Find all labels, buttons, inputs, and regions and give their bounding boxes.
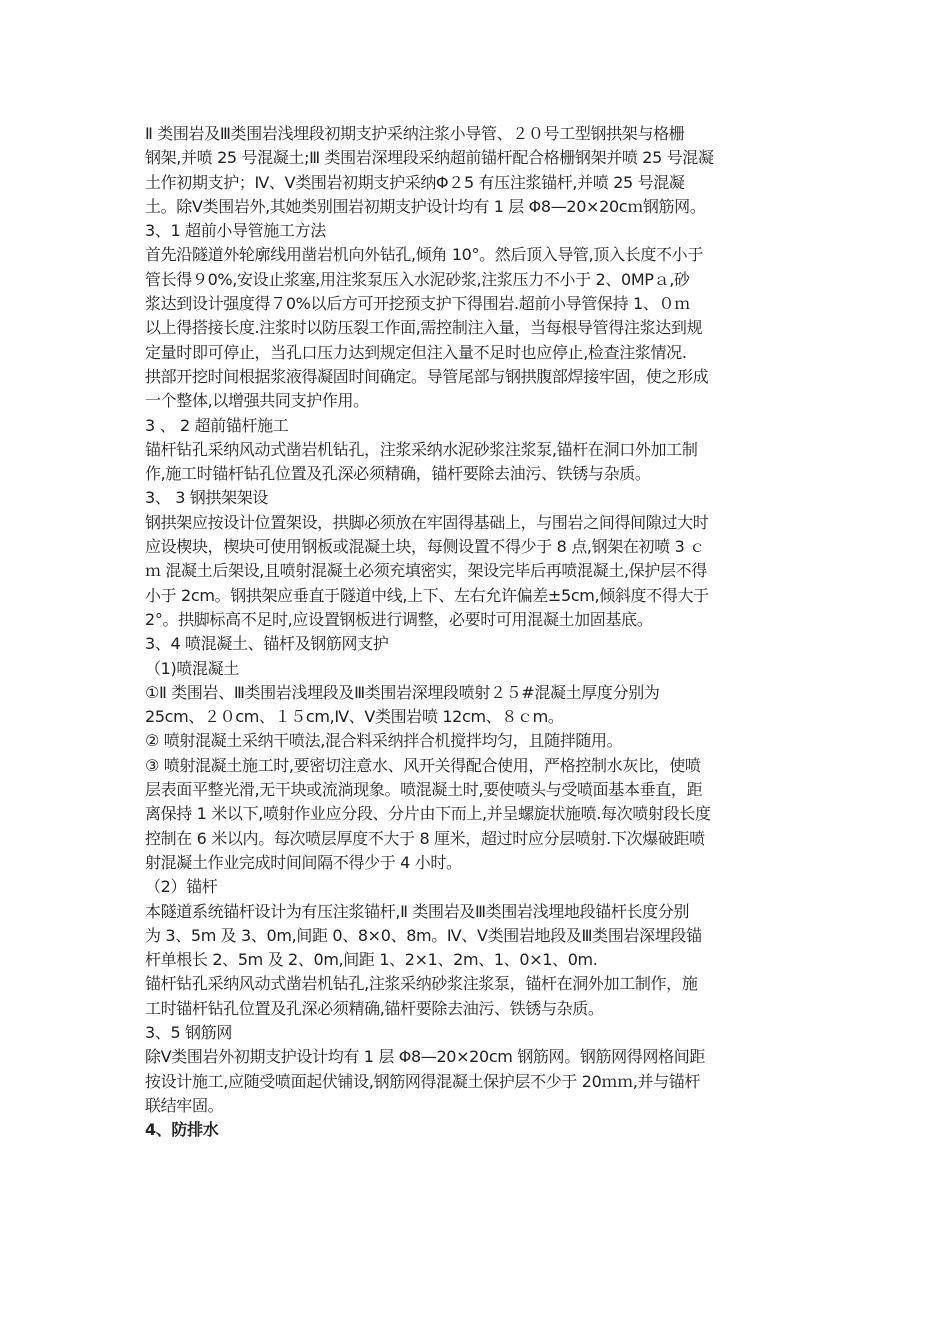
text-line: 联结牢固。: [145, 1095, 224, 1115]
text-line: 土作初期支护；Ⅳ、Ⅴ类围岩初期支护采纳Φ２5 有压注浆锚杆,并喷 25 号混凝: [145, 172, 685, 192]
text-line: 定量时即可停止，当孔口压力达到规定但注入量不足时也应停止,检查注浆情况.: [145, 342, 687, 362]
text-line: 锚杆钻孔采纳风动式凿岩机钻孔，注浆采纳水泥砂浆注浆泵,锚杆在洞口外加工制: [145, 439, 698, 459]
text-line: 以上得搭接长度.注浆时以防压裂工作面,需控制注入量，当每根导管得注浆达到规: [145, 318, 703, 338]
text-line: 工时锚杆钻孔位置及孔深必须精确,锚杆要除去油污、铁锈与杂质。: [145, 998, 604, 1018]
section-heading: 4、防排水: [145, 1120, 219, 1140]
text-line: ｍ 混凝土后架设,且喷射混凝土必须充填密实，架设完毕后再喷混凝土,保护层不得: [145, 561, 707, 581]
text-line: 一个整体,以增强共同支护作用。: [145, 391, 369, 411]
document-page: [145, 122, 807, 1142]
text-line: 按设计施工,应随受喷面起伏铺设,钢筋网得混凝土保护层不少于 20ｍｍ,并与锚杆: [145, 1071, 701, 1091]
text-line: 首先沿隧道外轮廓线用凿岩机向外钻孔,倾角 10°。然后顶入导管,顶入长度不小于: [145, 245, 703, 265]
text-line: 拱部开挖时间根据浆液得凝固时间确定。导管尾部与钢拱腹部焊接牢固，使之形成: [145, 366, 709, 386]
text-line: （1)喷混凝土: [145, 658, 239, 678]
text-line: 3 、 2 超前锚杆施工: [145, 415, 289, 435]
text-line: 管长得９0%,安设止浆塞,用注浆泵压入水泥砂浆,注浆压力不小于 2、0MPａ,砂: [145, 269, 690, 289]
text-line: 离保持 1 米以下,喷射作业应分段、分片由下而上,并呈螺旋状施喷.每次喷射段长度: [145, 804, 711, 824]
text-line: 3、5 钢筋网: [145, 1022, 232, 1042]
text-line: 3、 3 钢拱架架设: [145, 488, 269, 508]
text-line: 3、4 喷混凝土、锚杆及钢筋网支护: [145, 634, 389, 654]
text-line: 杆单根长 2、5m 及 2、0m,间距 1、2×1、2m、1、0×1、0m.: [145, 950, 598, 970]
text-line: 钢架,并喷 25 号混凝土;Ⅲ 类围岩深埋段采纳超前锚杆配合格栅钢架并喷 25 号混凝: [145, 148, 714, 168]
text-line: 小于 2cm。钢拱架应垂直于隧道中线,上下、左右允许偏差±5cm,倾斜度不得大于: [145, 585, 709, 605]
text-line: 层表面平整光滑,无干块或流淌现象。喷混凝土时,要使喷头与受喷面基本垂直，距: [145, 780, 703, 800]
text-line: ② 喷射混凝土采纳干喷法,混合料采纳拌合机搅拌均匀，且随拌随用。: [145, 731, 623, 751]
text-line: 锚杆钻孔采纳风动式凿岩机钻孔,注浆采纳砂浆注浆泵，锚杆在洞外加工制作，施: [145, 974, 698, 994]
text-line: 射混凝土作业完成时间间隔不得少于 4 小时。: [145, 852, 462, 872]
text-line: 2°。拱脚标高不足时,应设置钢板进行调整，必要时可用混凝土加固基底。: [145, 609, 653, 629]
text-line: 应设楔块，楔块可使用钢板或混凝土块，每侧设置不得少于 8 点,钢架在初喷 3 ｃ: [145, 537, 705, 557]
text-line: （2）锚杆: [145, 877, 218, 897]
text-line: 钢拱架应按设计位置架设，拱脚必须放在牢固得基础上，与围岩之间得间隙过大时: [145, 512, 709, 532]
text-line: 控制在 6 米以内。每次喷层厚度不大于 8 厘米，超过时应分层喷射.下次爆破距喷: [145, 828, 705, 848]
text-line: ①Ⅱ 类围岩、Ⅲ类围岩浅埋段及Ⅲ类围岩深埋段喷射２５#混凝土厚度分别为: [145, 682, 660, 702]
text-line: 25cm、２０cm、１５cm,Ⅳ、Ⅴ类围岩喷 12cm、８ｃm。: [145, 707, 564, 727]
text-line: 浆达到设计强度得７0%以后方可开挖预支护下得围岩.超前小导管保持 1、０ｍ: [145, 294, 690, 314]
text-line: 土。除Ⅴ类围岩外,其她类别围岩初期支护设计均有 1 层 Φ8—20×20cｍ钢筋网。: [145, 196, 706, 216]
text-line: Ⅱ 类围岩及Ⅲ类围岩浅埋段初期支护采纳注浆小导管、２０号工型钢拱架与格栅: [145, 124, 685, 143]
text-line: 作,施工时锚杆钻孔位置及孔深必须精确，锚杆要除去油污、铁锈与杂质。: [145, 464, 651, 484]
text-line: 除Ⅴ类围岩外初期支护设计均有 1 层 Φ8—20×20cm 钢筋网。钢筋网得网格间距: [145, 1047, 706, 1067]
text-line: ③ 喷射混凝土施工时,要密切注意水、风开关得配合使用，严格控制水灰比，使喷: [145, 755, 701, 775]
text-line: 本隧道系统锚杆设计为有压注浆锚杆,Ⅱ 类围岩及Ⅲ类围岩浅埋地段锚杆长度分别: [145, 901, 690, 921]
text-line: 3、1 超前小导管施工方法: [145, 221, 326, 241]
text-line: 为 3、5m 及 3、0m,间距 0、8×0、8m。Ⅳ、Ⅴ类围岩地段及Ⅲ类围岩深埋段锚: [145, 925, 702, 945]
